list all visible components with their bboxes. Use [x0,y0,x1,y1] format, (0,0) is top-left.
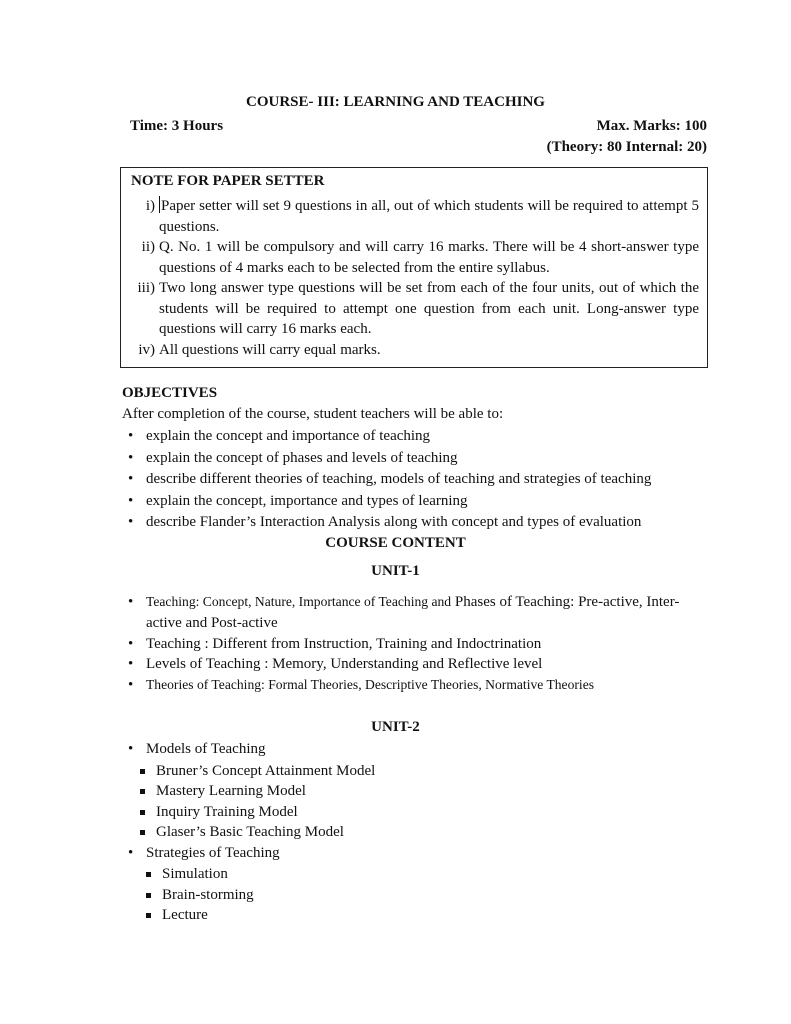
sublist-item: Bruner’s Concept Attainment Model [122,761,702,782]
list-item: • explain the concept and importance of teaching [122,426,702,448]
unit1-list [122,592,702,696]
unit2-list [122,739,702,926]
unit2-heading: UNIT-2 [371,719,420,735]
list-item: • describe different theories of teaching, models of teaching and strategies of teaching [122,469,702,491]
unit1-heading: UNIT-1 [371,563,420,579]
marks-split: (Theory: 80 Internal: 20) [546,139,707,155]
exam-time: Time: 3 Hours [130,118,224,134]
note-for-paper-setter-box [120,167,708,368]
note-item-number: iii) [137,280,155,296]
note-item-number: i) [145,198,155,214]
note-item [131,196,699,237]
objectives-heading: OBJECTIVES [122,385,218,401]
list-item-small-text: Teaching: Concept, Nature, Importance of Teaching and [146,594,452,609]
list-item-small-text: Theories of Teaching: Formal Theories, Descriptive Theories, Normative Theories [146,677,595,693]
note-item-number: iv) [138,341,155,358]
course-content-heading: COURSE CONTENT [325,535,466,551]
objectives-intro: After completion of the course, student teachers will be able to: [122,406,504,422]
sublist-item: Mastery Learning Model [122,781,702,802]
list-item [122,843,702,865]
list-item [122,634,702,655]
list-item [122,739,702,761]
sublist-item: Simulation [122,864,702,885]
sublist-item: Lecture [122,905,702,926]
note-list [131,196,699,360]
text-cursor [159,196,160,213]
note-item-text: Paper setter will set 9 questions in all, out of which students will be required to attempt 5 questions. [159,198,699,235]
list-item-text: Levels of Teaching : Memory, Understanding and Reflective level [146,656,543,673]
sublist-item: Inquiry Training Model [122,802,702,823]
note-item [131,278,699,340]
objectives-list [122,426,702,534]
note-item [131,340,699,361]
course-title: COURSE- III: LEARNING AND TEACHING [246,94,545,110]
sublist-container [122,761,702,843]
note-item-text: Q. No. 1 will be compulsory and will carry 16 marks. There will be 4 short-answer type questions of 4 marks each to be selected from the entire syllabus. [159,239,699,276]
sublist-item: Brain-storming [122,885,702,906]
note-item-number: ii) [141,239,155,255]
list-item-text: Teaching : Different from Instruction, Training and Indoctrination [146,635,542,652]
strategies-sublist [122,864,702,926]
list-item [122,675,702,696]
models-label: Models of Teaching [146,741,266,757]
list-item: • explain the concept, importance and types of learning [122,491,702,513]
sublist-item: Glaser’s Basic Teaching Model [122,822,702,843]
list-item: • describe Flander’s Interaction Analysis along with concept and types of evaluation [122,512,702,534]
models-sublist [122,761,702,843]
sublist-container [122,864,702,926]
list-item [122,654,702,675]
list-item: • explain the concept of phases and levels of teaching [122,448,702,470]
note-item [131,237,699,278]
strategies-label: Strategies of Teaching [146,844,280,861]
max-marks: Max. Marks: 100 [596,118,707,134]
list-item-text: Phases of Teaching: Pre-active, Inter-active and Post-active [146,594,680,631]
note-item-text: All questions will carry equal marks. [159,341,381,358]
note-title: NOTE FOR PAPER SETTER [131,173,325,189]
list-item [122,592,702,634]
note-item-text: Two long answer type questions will be set from each of the four units, out of which the students will be required to attempt one question from each unit. Long-answer type questions will carry 16 marks each. [159,280,699,337]
